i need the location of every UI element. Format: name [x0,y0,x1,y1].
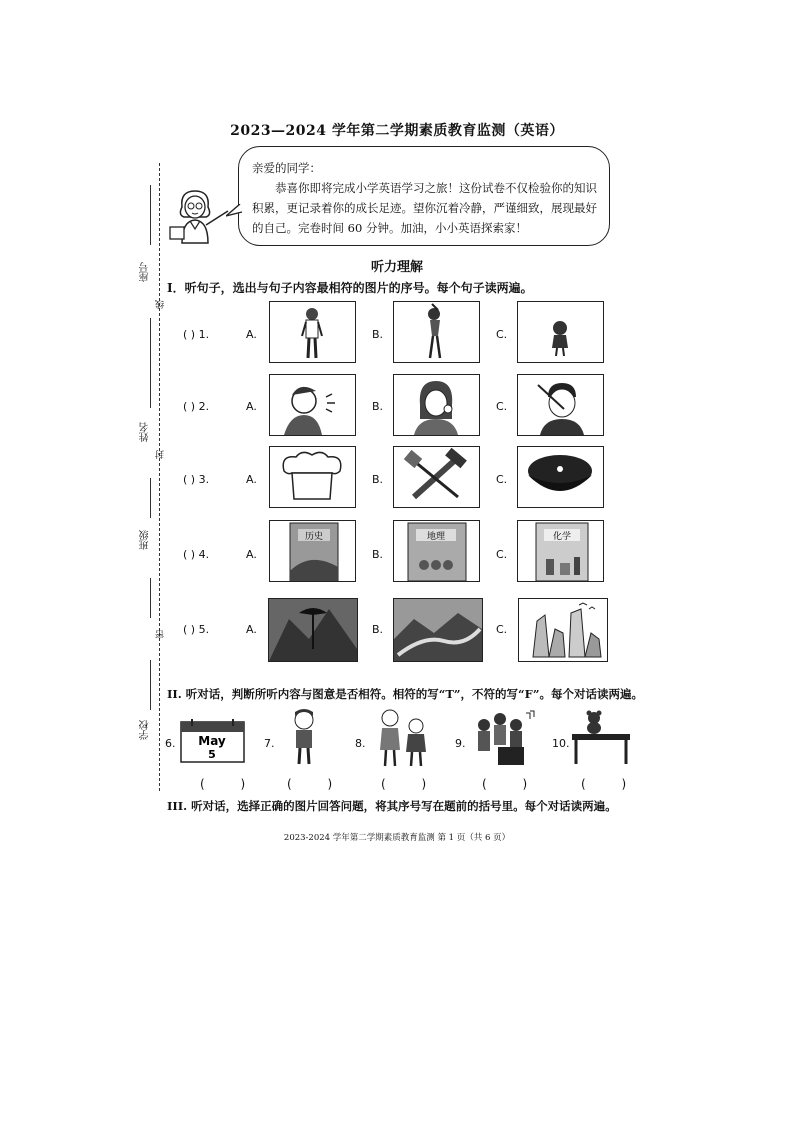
question-label: ( ) 1. [183,328,210,341]
item-number: 8. [355,737,366,750]
option-a-label: A. [246,473,257,486]
question-label: ( ) 5. [183,623,210,636]
option-b-label: B. [372,548,384,561]
school-blank-upper [150,578,152,618]
image-teddy-table[interactable] [568,708,634,766]
question-label: ( ) 2. [183,400,210,413]
school-label: 学校 [140,720,151,740]
answer-blank[interactable]: ( ) [581,777,643,791]
greeting-line-2: 积累，更记录着你的成长足迹。望你沉着冷静，严谨细致，展现最好 [252,201,597,215]
image-small-girl[interactable] [517,301,604,363]
image-hammer-screwdriver[interactable] [393,446,480,508]
binding-mark-xian: 线 [156,300,166,309]
greeting-line-1: 恭喜你即将完成小学英语学习之旅！这份试卷不仅检验你的知识 [275,181,597,195]
section-heading: 听力理解 [370,260,423,275]
answer-blank[interactable]: ( ) [381,777,443,791]
option-c-label: C. [496,623,508,636]
image-girl-coughing[interactable] [269,374,356,436]
school-blank [150,660,152,710]
option-c-label: C. [496,328,508,341]
greeting: 亲爱的同学： [252,161,321,175]
image-geography-book[interactable] [393,520,480,582]
item-number: 10. [552,737,570,750]
image-girl-dancing[interactable] [393,301,480,363]
image-history-book[interactable] [269,520,356,582]
image-band[interactable] [470,707,538,767]
part1-instruction: I．听句子，选出与句子内容最相符的图片的序号。每个句子读两遍。 [167,281,533,295]
calendar-day: 5 [208,748,216,761]
teacher-illustration [162,185,232,255]
option-a-label: A. [246,328,257,341]
image-boy-standing[interactable] [269,301,356,363]
image-police-cap[interactable] [517,446,604,508]
item-number: 6. [165,737,176,750]
image-calendar[interactable] [180,718,245,764]
image-mountain-pine[interactable] [268,598,358,662]
option-b-label: B. [372,400,384,413]
page-title: 2023—2024 学年第二学期素质教育监测（英语） [230,123,564,139]
image-chef-hat[interactable] [269,446,356,508]
image-great-wall[interactable] [393,598,483,662]
answer-blank[interactable]: ( ) [200,777,262,791]
page-footer: 2023-2024 学年第二学期素质教育监测 第 1 页（共 6 页） [283,833,511,843]
binding-mark-feng: 封 [156,450,166,459]
item-number: 9. [455,737,466,750]
image-chemistry-book[interactable] [517,520,604,582]
chemistry-book-title: 化学 [552,532,572,542]
image-boy-fever[interactable] [517,374,604,436]
greeting-text [252,158,602,238]
question-label: ( ) 4. [183,548,210,561]
answer-blank[interactable]: ( ) [482,777,544,791]
option-a-label: A. [246,400,257,413]
answer-blank[interactable]: ( ) [287,777,349,791]
option-b-label: B. [372,328,384,341]
item-number: 7. [264,737,275,750]
seat-blank [150,185,152,245]
option-a-label: A. [246,548,257,561]
class-label: 班级 [140,530,151,550]
option-b-label: B. [372,473,384,486]
part3-instruction: III. 听对话，选择正确的图片回答问题，将其序号写在题前的括号里。每个对话读两遍。 [167,799,617,813]
name-label: 姓名 [140,422,151,442]
calendar-month: May [198,734,226,748]
option-a-label: A. [246,623,257,636]
option-c-label: C. [496,548,508,561]
image-girl-toothache[interactable] [393,374,480,436]
option-c-label: C. [496,400,508,413]
speech-bubble-tail [226,204,244,218]
history-book-title: 历史 [304,532,324,542]
seat-label: 座号 [140,262,151,282]
class-blank [150,478,152,518]
part2-instruction: II. 听对话，判断所听内容与图意是否相符。相符的写“T”，不符的写“F”。每个对话读两遍。 [167,687,643,701]
image-two-girls[interactable] [370,706,436,768]
option-b-label: B. [372,623,384,636]
image-stone-forest[interactable] [518,598,608,662]
geography-book-title: 地理 [426,532,446,542]
greeting-line-3: 的自己。完卷时间 60 分钟。加油，小小英语探索家！ [252,221,527,235]
name-blank [150,318,152,408]
binding-mark-mi: 密 [156,630,166,639]
question-label: ( ) 3. [183,473,210,486]
image-boy[interactable] [284,708,324,766]
option-c-label: C. [496,473,508,486]
